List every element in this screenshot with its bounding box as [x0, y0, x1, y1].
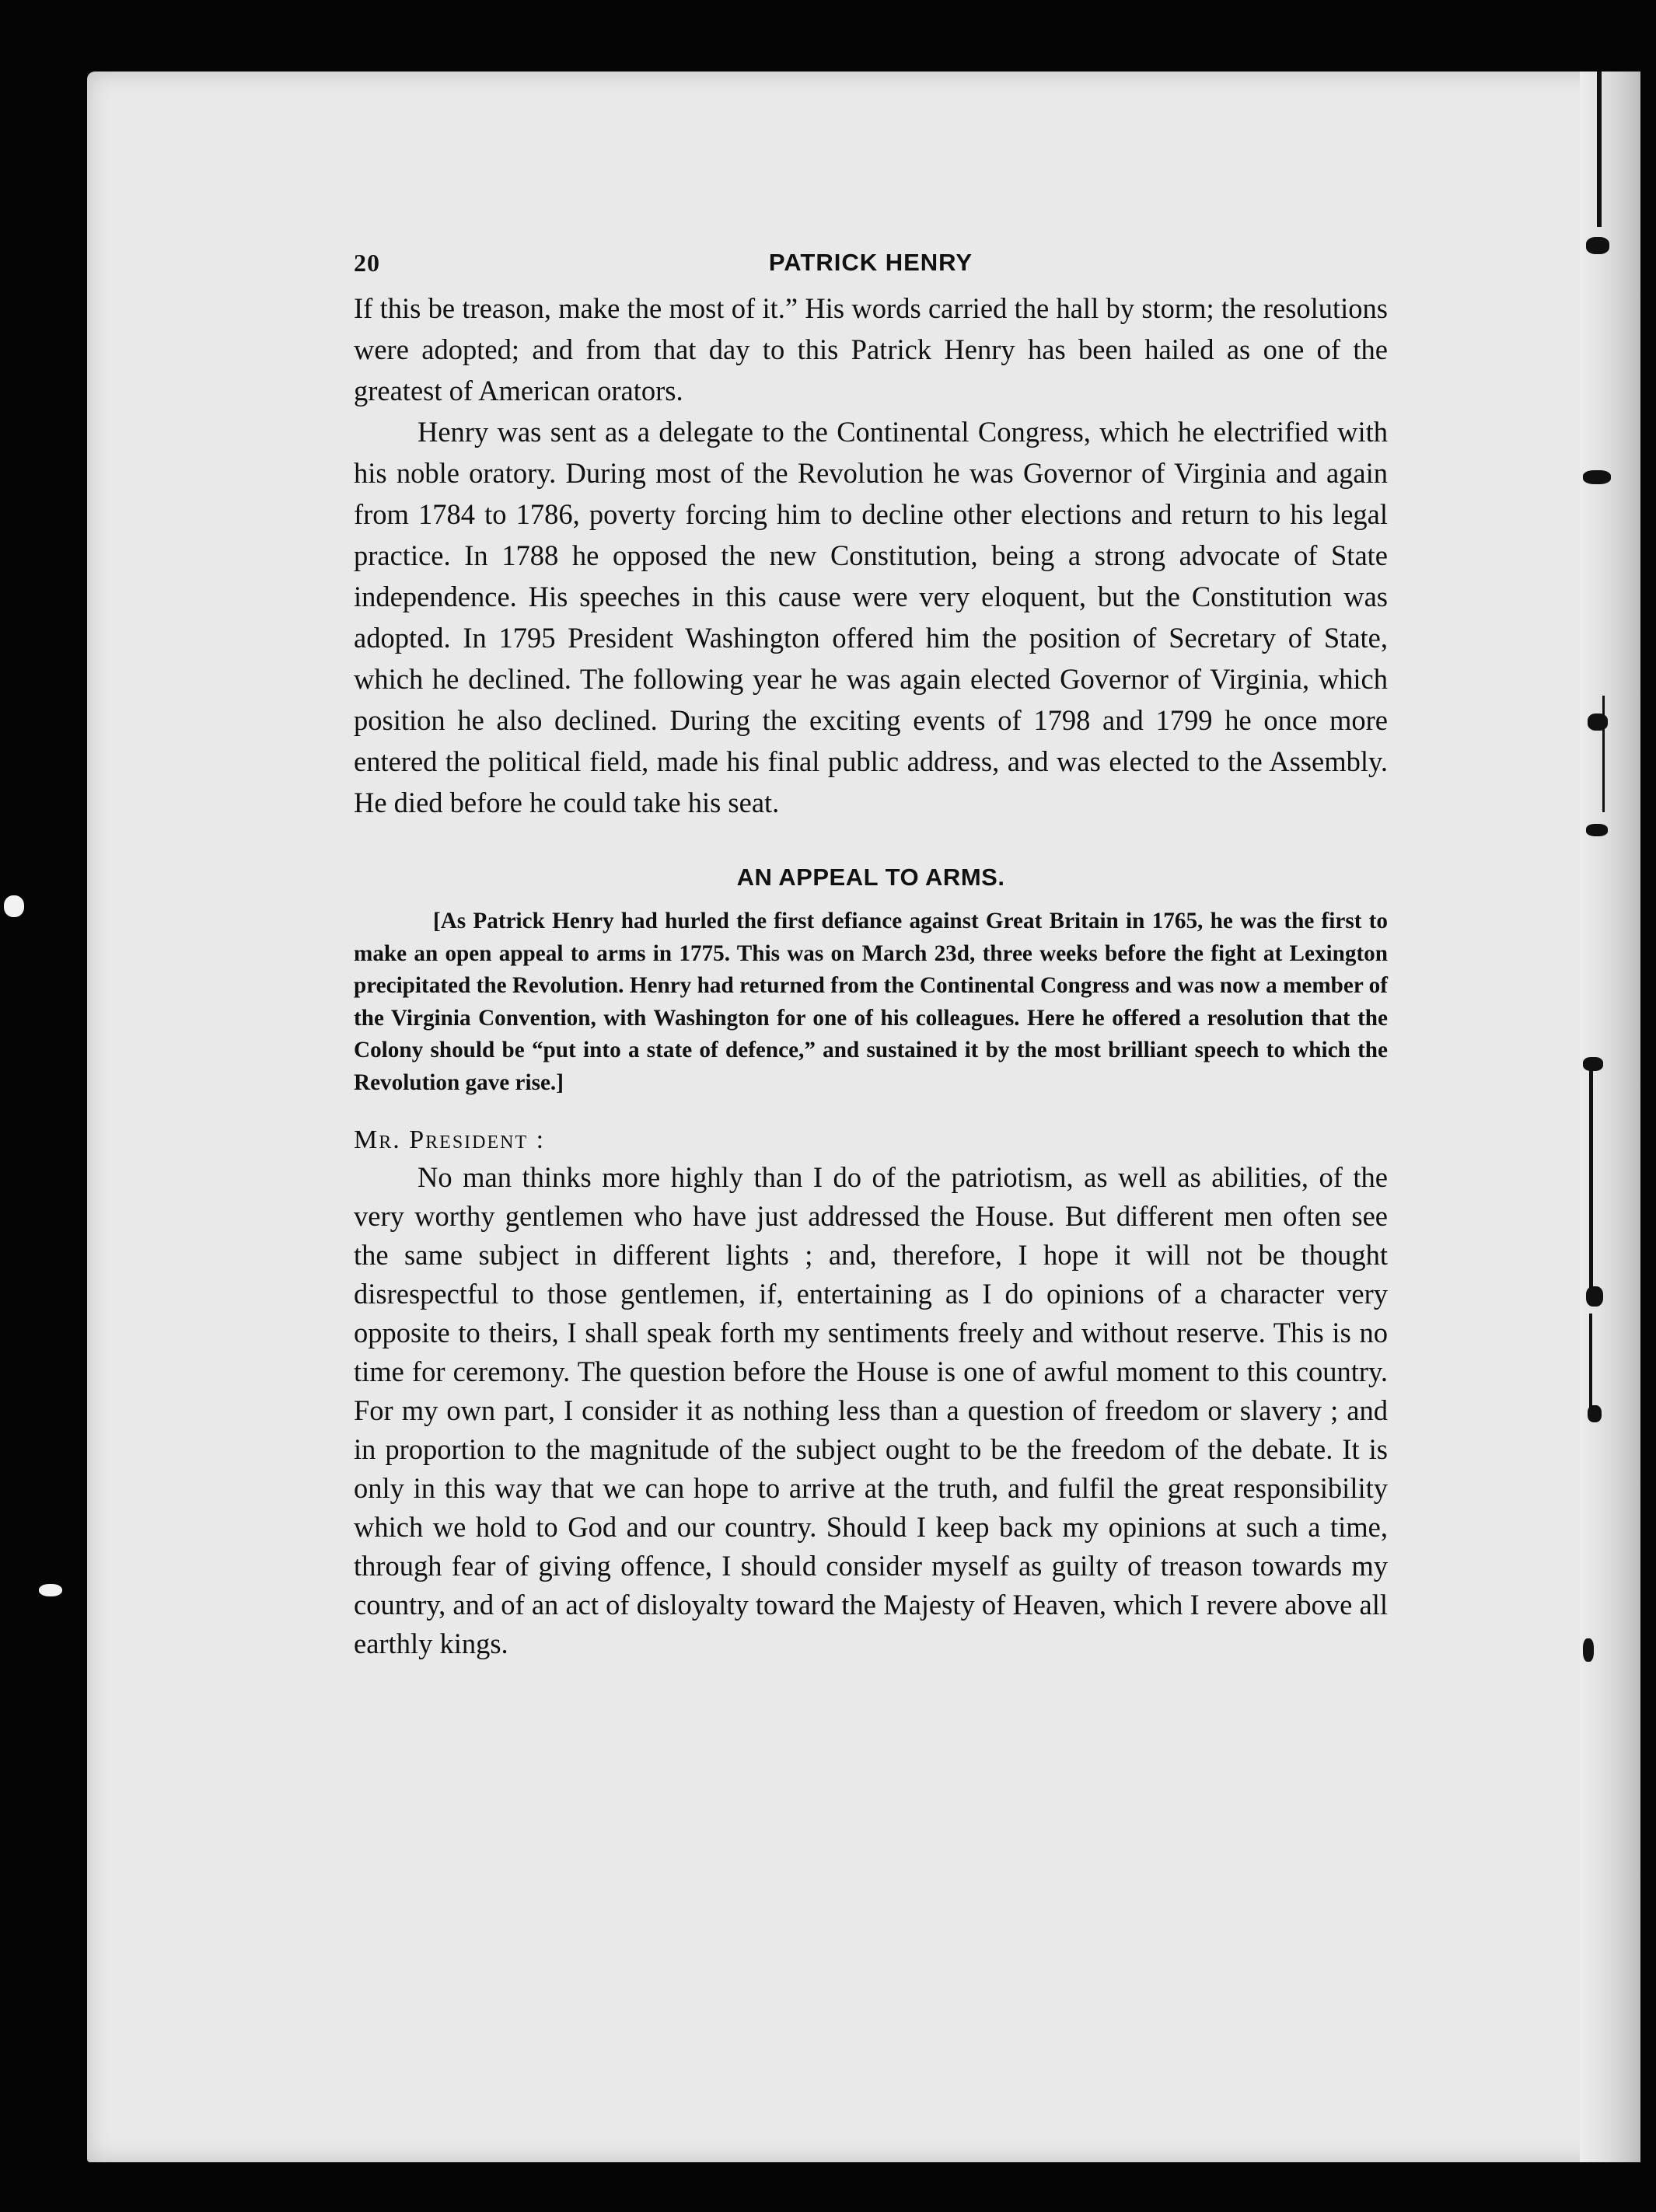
- gutter-line: [1597, 72, 1602, 227]
- paragraph-biography: Henry was sent as a delegate to the Continental Congress, which he electrified with his noble oratory. During most of the Revolution he was Governor of Virginia and again from 1784 to 1786, poverty forcing him to decline other elections and return to his legal practice. In 1788 he opposed the new Constitution, being a strong advocate of State independence. His speeches in this cause were very eloquent, but the Constitution was adopted. In 1795 President Washington offered him the position of Secretary of State, which he declined. The following year he was again elected Governor of Virginia, which position he also declined. During the exciting events of 1798 and 1799 he once more entered the political field, made his final public address, and was elected to the Assembly. He died before he could take his seat.: [354, 416, 1388, 818]
- margin-speck: [4, 895, 24, 917]
- gutter-blot: [1588, 713, 1608, 731]
- margin-speck: [39, 1584, 62, 1596]
- gutter-line: [1589, 1065, 1593, 1298]
- section-title: AN APPEAL TO ARMS.: [736, 864, 1005, 891]
- running-title: PATRICK HENRY: [768, 249, 973, 276]
- gutter-line: [1589, 1314, 1592, 1415]
- section-headnote: [As Patrick Henry had hurled the first defiance against Great Britain in 1765, he was the first to make an open appeal to arms in 1775. This was on March 23d, three weeks before the fight at Lexington precipitated the Revolution. Henry had returned from the Continental Congress and was now a member of the Virginia Convention, with Washington for one of his colleagues. Here he offered a resolution that the Colony should be “put into a state of defence,” and sustained it by the most brilliant speech to which the Revolution gave rise.]: [354, 909, 1388, 1095]
- paragraph-continuation: If this be treason, make the most of it.” His words carried the hall by storm; the resolutions were adopted; and from that day to this Patrick Henry has been hailed as one of the greatest of American orators.: [354, 292, 1388, 406]
- body-text: [354, 288, 1388, 823]
- speech-paragraph: No man thinks more highly than I do of the patriotism, as well as abilities, of the very worthy gentlemen who have just addressed the House. But different men often see the same subject in different lights ; and, therefore, I hope it will not be thought disrespectful to those gentlemen, if, entertaining as I do opinions of a character very opposite to theirs, I shall speak forth my sentiments freely and without reserve. This is no time for ceremony. The question before the House is one of awful moment to this country. For my own part, I consider it as nothing less than a question of freedom or slavery ; and in proportion to the magnitude of the subject ought to be the freedom of the debate. It is only in this way that we can hope to arrive at the truth, and fulfil the great responsibility which we hold to God and our country. Should I keep back my opinions at such a time, through fear of giving offence, I should consider myself as guilty of treason towards my country, and of an act of disloyalty toward the Majesty of Heaven, which I revere above all earthly kings.: [354, 1161, 1388, 1659]
- running-head: [354, 249, 1388, 288]
- gutter-blot: [1586, 237, 1609, 254]
- gutter-line: [1602, 696, 1605, 812]
- gutter-blot: [1583, 1057, 1603, 1071]
- gutter-blot: [1586, 1286, 1603, 1307]
- speech-salutation: Mr. President :: [354, 1125, 546, 1154]
- gutter-blot: [1586, 824, 1608, 836]
- gutter-blot: [1588, 1405, 1602, 1422]
- page-number: 20: [354, 249, 380, 277]
- gutter-blot: [1583, 470, 1611, 484]
- speech-text: [354, 1158, 1388, 1663]
- gutter-blot: [1583, 1638, 1594, 1662]
- page-content: [354, 249, 1388, 1663]
